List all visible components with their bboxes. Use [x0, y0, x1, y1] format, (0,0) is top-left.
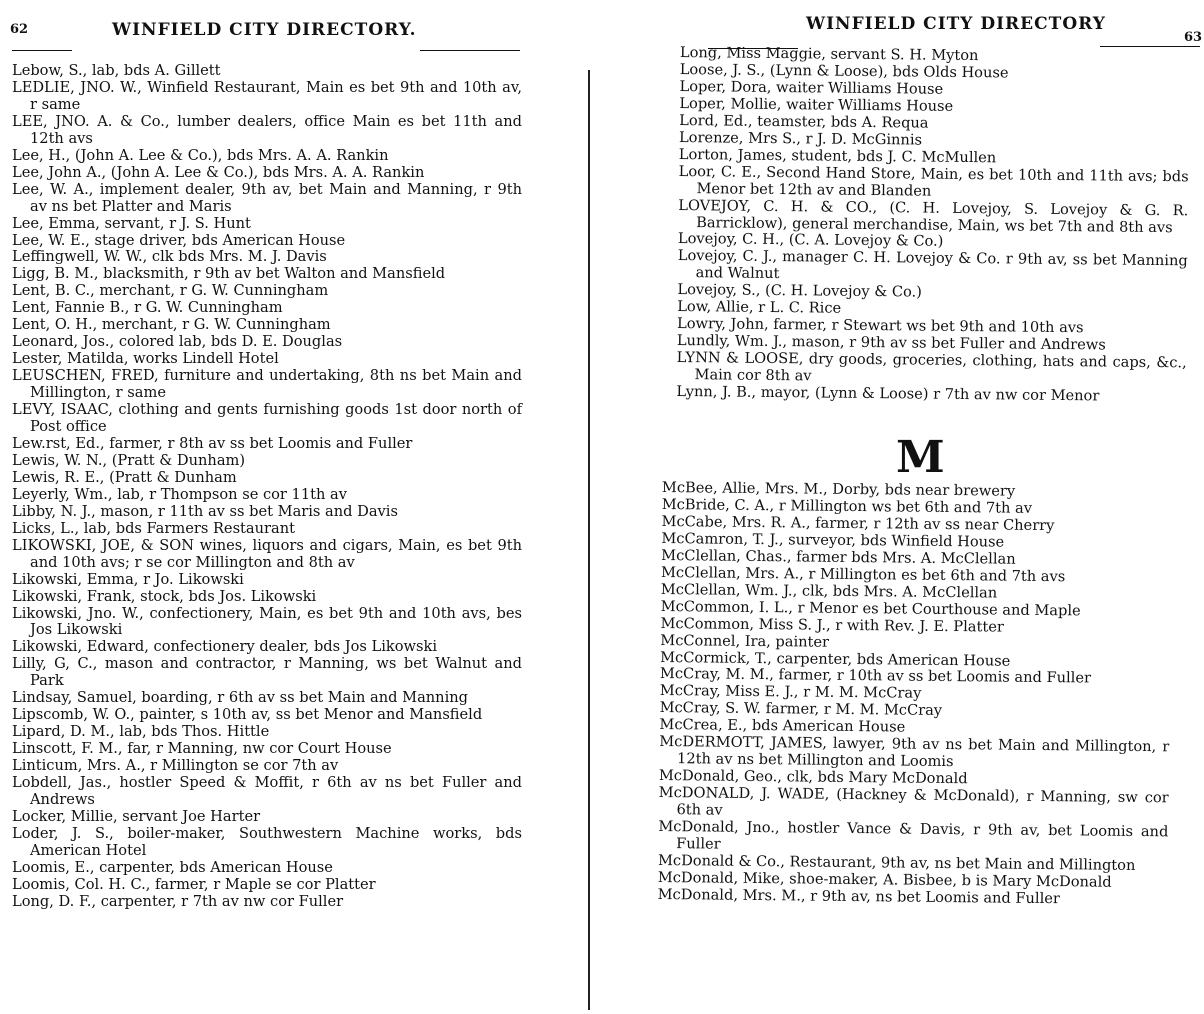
directory-entry: Loose, J. S., (Lynn & Loose), bds Olds House: [679, 60, 1009, 82]
directory-entry: McClellan, Wm. J., clk, bds Mrs. A. McClellan: [660, 580, 998, 602]
directory-entry: Loomis, Col. H. C., farmer, r Maple se cor Platter: [12, 875, 376, 893]
directory-entry: Linscott, F. M., far, r Manning, nw cor Court House: [12, 740, 392, 758]
directory-entry: Long, Miss Maggie, servant S. H. Myton: [679, 44, 979, 65]
directory-entry: McCray, M. M., farmer, r 10th av ss bet Loomis and Fuller: [659, 665, 1092, 687]
directory-entry: LEDLIE, JNO. W., Winfield Restaurant, Main es bet 9th and 10th av, r same: [12, 78, 522, 113]
directory-entry: Linticum, Mrs. A., r Millington se cor 7th av: [12, 757, 339, 775]
directory-entry: Lee, John A., (John A. Lee & Co.), bds Mrs. A. A. Rankin: [12, 163, 425, 181]
directory-entry: Licks, L., lab, bds Farmers Restaurant: [12, 519, 295, 537]
directory-entry: Lee, W. A., implement dealer, 9th av, bet Main and Manning, r 9th av ns bet Platter and Maris: [12, 180, 522, 215]
directory-entry: Lewis, W. N., (Pratt & Dunham): [12, 451, 246, 469]
directory-entry: Lynn, J. B., mayor, (Lynn & Loose) r 7th av nw cor Menor: [676, 383, 1100, 405]
directory-entry: Lipscomb, W. O., painter, s 10th av, ss bet Menor and Mansfield: [12, 706, 483, 724]
directory-entry: McCommon, Miss S. J., r with Rev. J. E. Platter: [660, 614, 1004, 636]
directory-entry: LEUSCHEN, FRED, furniture and undertaking, 8th ns bet Main and Millington, r same: [12, 367, 522, 402]
directory-entry: Leffingwell, W. W., clk bds Mrs. M. J. Davis: [12, 248, 327, 266]
directory-entry: McCommon, I. L., r Menor es bet Courthouse and Maple: [660, 597, 1081, 620]
directory-entry: McConnel, Ira, painter: [660, 631, 830, 651]
directory-entry: McCamron, T. J., surveyor, bds Winfield House: [661, 529, 1005, 551]
directory-entry: Long, D. F., carpenter, r 7th av nw cor Fuller: [12, 892, 344, 910]
directory-entry: Loder, J. S., boiler-maker, Southwestern Machine works, bds American Hotel: [12, 824, 522, 859]
directory-entry: Lord, Ed., teamster, bds A. Requa: [679, 111, 929, 132]
directory-entry: McDONALD, J. WADE, (Hackney & McDonald), r Manning, sw cor 6th av: [658, 784, 1169, 819]
directory-entry: McDERMOTT, JAMES, lawyer, 9th av ns bet Main and Millington, r 12th av ns bet Millington and Loomis: [659, 733, 1170, 771]
directory-entry: Loper, Mollie, waiter Williams House: [679, 94, 954, 115]
directory-entry: Lindsay, Samuel, boarding, r 6th av ss bet Main and Manning: [12, 689, 468, 707]
directory-entry: Lewis, R. E., (Pratt & Dunham: [12, 468, 237, 486]
section-letter: M: [896, 432, 943, 483]
directory-entry: McCabe, Mrs. R. A., farmer, r 12th av ss near Cherry: [661, 512, 1055, 535]
running-head-left: WINFIELD CITY DIRECTORY.: [112, 20, 417, 40]
directory-entries-right: [676, 45, 1190, 406]
directory-entry: Lovejoy, S., (C. H. Lovejoy & Co.): [677, 281, 922, 301]
directory-entry: Locker, Millie, servant Joe Harter: [12, 807, 261, 825]
directory-entry: McBee, Allie, Mrs. M., Dorby, bds near brewery: [661, 479, 1016, 500]
directory-entry: Lovejoy, C. J., manager C. H. Lovejoy & Co. r 9th av, ss bet Manning and Walnut: [677, 247, 1188, 283]
directory-entries-m: [658, 480, 1172, 909]
directory-entry: Leonard, Jos., colored lab, bds D. E. Douglas: [12, 333, 343, 351]
directory-entry: Likowski, Jno. W., confectionery, Main, es bet 9th and 10th avs, bes Jos Likowski: [12, 604, 522, 639]
directory-entry: Lee, Emma, servant, r J. S. Hunt: [12, 214, 251, 232]
directory-entry: McCray, S. W. farmer, r M. M. McCray: [659, 699, 943, 720]
directory-entry: Loor, C. E., Second Hand Store, Main, es bet 10th and 11th avs; bds Menor bet 12th av and Blanden: [678, 162, 1189, 200]
directory-entry: Low, Allie, r L. C. Rice: [677, 298, 842, 317]
directory-entry: LIKOWSKI, JOE, & SON wines, liquors and cigars, Main, es bet 9th and 10th avs; r se cor Millington and 8th av: [12, 536, 522, 571]
directory-entry: Lipard, D. M., lab, bds Thos. Hittle: [12, 723, 270, 741]
left-page: [0, 0, 590, 1014]
directory-entry: Lee, W. E., stage driver, bds American House: [12, 231, 346, 249]
page-number-right: 63: [1184, 30, 1203, 45]
directory-entry: Leyerly, Wm., lab, r Thompson se cor 11th av: [12, 485, 347, 503]
directory-entry: Ligg, B. M., blacksmith, r 9th av bet Walton and Mansfield: [12, 265, 446, 283]
directory-entry: Loper, Dora, waiter Williams House: [679, 77, 944, 98]
directory-entry: LYNN & LOOSE, dry goods, groceries, clothing, hats and caps, &c., Main cor 8th av: [676, 349, 1187, 385]
header-rule: [420, 50, 520, 51]
directory-entry: McClellan, Chas., farmer bds Mrs. A. McClellan: [661, 546, 1016, 568]
directory-entry: McCrea, E., bds American House: [659, 716, 906, 736]
running-head-right: WINFIELD CITY DIRECTORY: [806, 14, 1106, 34]
directory-entry: McBride, C. A., r Millington ws bet 6th and 7th av: [661, 495, 1033, 517]
directory-entry: McDonald, Mrs. M., r 9th av, ns bet Loomis and Fuller: [657, 885, 1061, 908]
directory-entry: Lorton, James, student, bds J. C. McMullen: [678, 145, 997, 167]
directory-entry: Likowski, Emma, r Jo. Likowski: [12, 570, 244, 588]
header-rule: [12, 50, 72, 51]
directory-entry: McDonald & Co., Restaurant, 9th av, ns bet Main and Millington: [657, 851, 1136, 874]
directory-entry: Lent, O. H., merchant, r G. W. Cunningham: [12, 316, 331, 334]
page-number-left: 62: [10, 22, 29, 37]
header-rule: [1100, 46, 1200, 47]
directory-entry: Lorenze, Mrs S., r J. D. McGinnis: [678, 128, 923, 149]
directory-entry: Likowski, Edward, confectionery dealer, bds Jos Likowski: [12, 638, 438, 656]
directory-entry: Lundly, Wm. J., mason, r 9th av ss bet Fuller and Andrews: [676, 332, 1106, 354]
directory-entry: Lester, Matilda, works Lindell Hotel: [12, 350, 279, 368]
directory-entry: Lew.rst, Ed., farmer, r 8th av ss bet Loomis and Fuller: [12, 434, 413, 452]
directory-entry: Lobdell, Jas., hostler Speed & Moffit, r 6th av ns bet Fuller and Andrews: [12, 774, 522, 808]
directory-entry: Libby, N. J., mason, r 11th av ss bet Maris and Davis: [12, 502, 398, 520]
directory-entries-left: [12, 63, 522, 911]
directory-entry: Lowry, John, farmer, r Stewart ws bet 9th and 10th avs: [676, 315, 1084, 337]
directory-entry: McDonald, Mike, shoe-maker, A. Bisbee, b is Mary McDonald: [657, 868, 1112, 891]
directory-entry: McCormick, T., carpenter, bds American House: [660, 648, 1011, 670]
directory-entry: Lent, Fannie B., r G. W. Cunningham: [12, 299, 283, 317]
directory-entry: Lee, H., (John A. Lee & Co.), bds Mrs. A. A. Rankin: [12, 146, 389, 164]
directory-entry: McDonald, Geo., clk, bds Mary McDonald: [658, 767, 968, 788]
directory-entry: McCray, Miss E. J., r M. M. McCray: [659, 682, 922, 703]
directory-entry: Loomis, E., carpenter, bds American House: [12, 858, 333, 876]
directory-entry: LEE, JNO. A. & Co., lumber dealers, office Main es bet 11th and 12th avs: [12, 112, 522, 147]
page-gutter: [588, 70, 590, 1010]
directory-entry: McClellan, Mrs. A., r Millington es bet 6th and 7th avs: [660, 563, 1066, 585]
directory-entry: LOVEJOY, C. H. & CO., (C. H. Lovejoy, S. Lovejoy & G. R. Barricklow), general merchandise, Main, ws bet 7th and 8th avs: [678, 196, 1189, 236]
directory-entry: Lilly, G, C., mason and contractor, r Manning, ws bet Walnut and Park: [12, 655, 522, 690]
directory-entry: LEVY, ISAAC, clothing and gents furnishing goods 1st door north of Post office: [12, 401, 522, 436]
directory-entry: Lovejoy, C. H., (C. A. Lovejoy & Co.): [677, 230, 944, 251]
right-page: [600, 0, 1204, 1014]
directory-entry: Lebow, S., lab, bds A. Gillett: [12, 62, 221, 79]
directory-entry: Likowski, Frank, stock, bds Jos. Likowski: [12, 587, 317, 605]
directory-entry: Lent, B. C., merchant, r G. W. Cunningham: [12, 282, 329, 300]
directory-entry: McDonald, Jno., hostler Vance & Davis, r 9th av, bet Loomis and Fuller: [658, 818, 1169, 853]
